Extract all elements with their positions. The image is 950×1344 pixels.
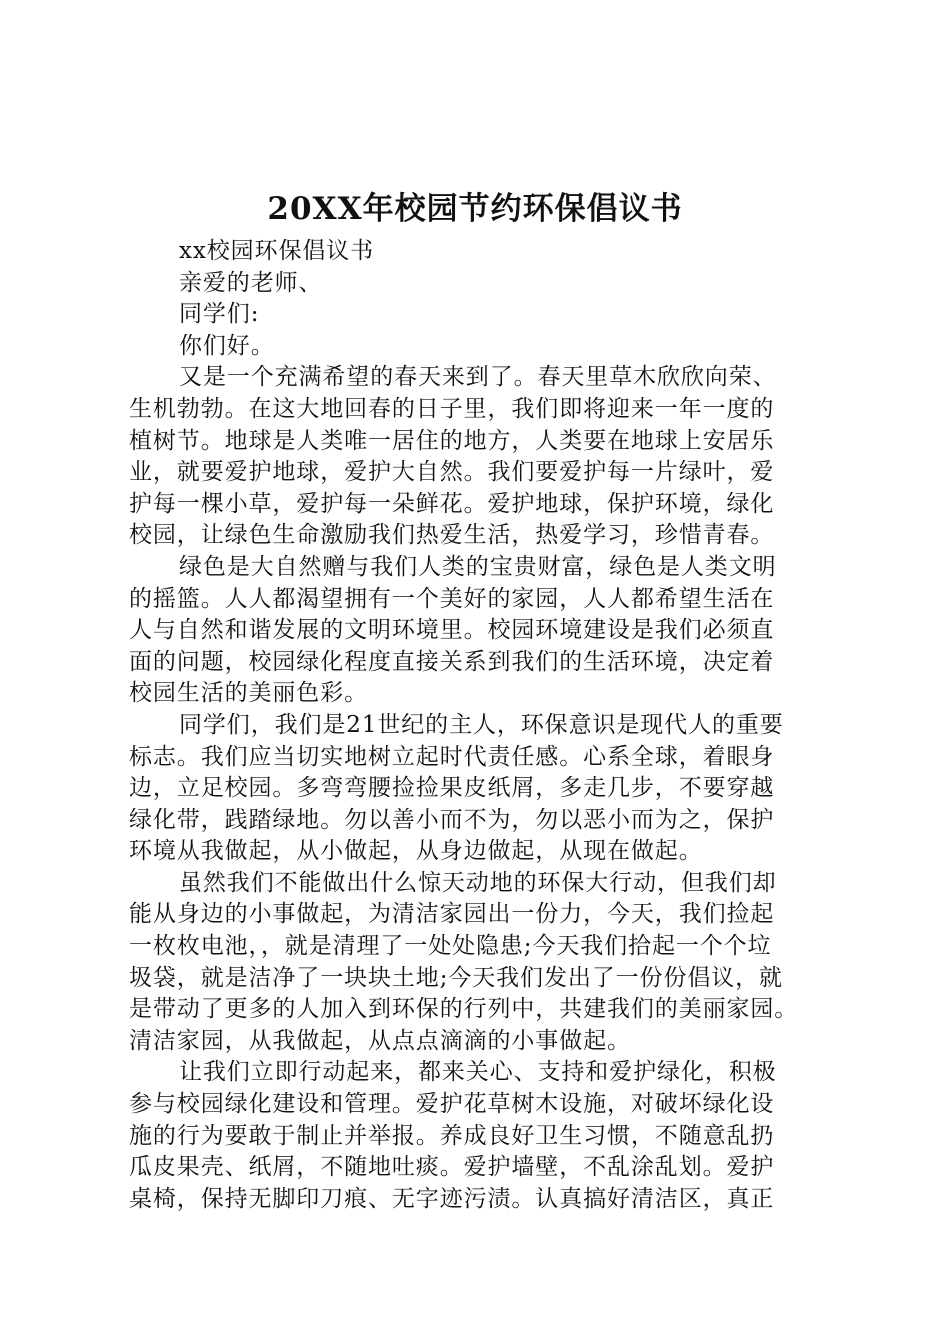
body-line: 面的问题，校园绿化程度直接关系到我们的生活环境，决定着 — [129, 648, 775, 675]
body-line: 施的行为要敢于制止并举报。养成良好卫生习惯，不随意乱扔 — [129, 1122, 775, 1149]
body-line: 是带动了更多的人加入到环保的行列中，共建我们的美丽家园。 — [129, 996, 799, 1023]
body-line: 让我们立即行动起来，都来关心、支持和爱护绿化，积极 — [179, 1059, 777, 1086]
body-line: 校园，让绿色生命激励我们热爱生活，热爱学习，珍惜青春。 — [129, 522, 775, 549]
body-line: 虽然我们不能做出什么惊天动地的环保大行动，但我们却 — [179, 869, 777, 896]
body-line: 同学们: — [179, 301, 260, 328]
body-line: 人与自然和谐发展的文明环境里。校园环境建设是我们必须直 — [129, 617, 775, 644]
body-line: 标志。我们应当切实地树立起时代责任感。心系全球，着眼身 — [129, 743, 775, 770]
body-line: 绿色是大自然赠与我们人类的宝贵财富，绿色是人类文明 — [179, 553, 777, 580]
body-line: 绿化带，践踏绿地。勿以善小而不为，勿以恶小而为之，保护 — [129, 806, 775, 833]
document-body — [129, 236, 835, 1215]
body-line: 亲爱的老师、 — [179, 269, 323, 296]
body-line: 生机勃勃。在这大地回春的日子里，我们即将迎来一年一度的 — [129, 395, 775, 422]
body-line: 同学们，我们是21世纪的主人，环保意识是现代人的重要 — [179, 711, 784, 738]
body-line: 圾袋，就是洁净了一块块土地;今天我们发出了一份份倡议，就 — [129, 964, 783, 991]
body-line: 边，立足校园。多弯弯腰捡捡果皮纸屑，多走几步，不要穿越 — [129, 775, 775, 802]
body-line: 清洁家园，从我做起，从点点滴滴的小事做起。 — [129, 1027, 631, 1054]
body-line: 能从身边的小事做起，为清洁家园出一份力，今天，我们捡起 — [129, 901, 775, 928]
body-line: 校园生活的美丽色彩。 — [129, 680, 368, 707]
body-line: 瓜皮果壳、纸屑，不随地吐痰。爱护墙壁，不乱涂乱划。爱护 — [129, 1154, 775, 1181]
body-line: 护每一棵小草，爱护每一朵鲜花。爱护地球，保护环境，绿化 — [129, 490, 775, 517]
body-line: 参与校园绿化建设和管理。爱护花草树木设施，对破坏绿化设 — [129, 1091, 775, 1118]
body-line: 一枚枚电池，，就是清理了一处处隐患;今天我们拾起一个个垃 — [129, 933, 772, 960]
body-line: 植树节。地球是人类唯一居住的地方，人类要在地球上安居乐 — [129, 427, 775, 454]
body-line: 的摇篮。人人都渴望拥有一个美好的家园，人人都希望生活在 — [129, 585, 775, 612]
body-line: 又是一个充满希望的春天来到了。春天里草木欣欣向荣、 — [179, 364, 777, 391]
body-line: xx校园环保倡议书 — [179, 238, 375, 264]
body-line: 业，就要爱护地球，爱护大自然。我们要爱护每一片绿叶，爱 — [129, 459, 775, 486]
body-line: 环境从我做起，从小做起，从身边做起，从现在做起。 — [129, 838, 703, 865]
body-line: 桌椅，保持无脚印刀痕、无字迹污渍。认真搞好清洁区，真正 — [129, 1185, 775, 1212]
body-line: 你们好。 — [179, 332, 275, 359]
document-title: 20XX年校园节约环保倡议书 — [267, 191, 683, 227]
